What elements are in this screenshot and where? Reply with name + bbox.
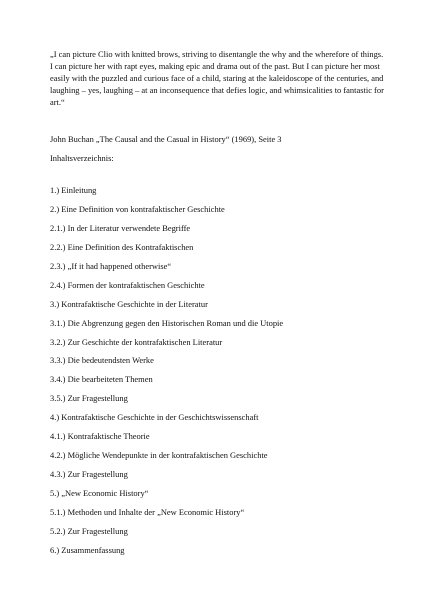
toc-entry: 4.) Kontrafaktische Geschichte in der Geschichtswissenschaft — [50, 412, 259, 423]
toc-entry: 4.2.) Mögliche Wendepunkte in der kontrafaktischen Geschichte — [50, 450, 268, 461]
toc-entry: 2.3.) „If it had happened otherwise“ — [50, 260, 172, 271]
toc-entry: 5.1.) Methoden und Inhalte der „New Economic History“ — [50, 506, 245, 517]
quote-attribution: John Buchan „The Causal and the Casual in History“ (1969), Seite 3 — [50, 134, 282, 144]
toc-entry: 2.1.) In der Literatur verwendete Begriffe — [50, 222, 191, 233]
toc-entry: 2.2.) Eine Definition des Kontrafaktischen — [50, 241, 194, 252]
toc-entry: 2.) Eine Definition von kontrafaktischer Geschichte — [50, 203, 225, 214]
toc-entry: 3.) Kontrafaktische Geschichte in der Literatur — [50, 298, 208, 309]
toc-entry: 1.) Einleitung — [50, 185, 97, 195]
toc-entry: 3.4.) Die bearbeiteten Themen — [50, 374, 153, 385]
toc-entry: 3.3.) Die bedeutendsten Werke — [50, 355, 154, 366]
toc-entry: 6.) Zusammenfassung — [50, 544, 125, 555]
epigraph-quote: „I can picture Clio with knitted brows, striving to disentangle the why and the wherefore of things. I can picture her with rapt eyes, making epic and drama out of the past. But I can picture her most easily with the puzzled and curious face of a child, staring at the kaleidoscope of the centuries, and laughing – yes, laughing – at an inconsequence that defies logic, and whimsicalities to fantastic for art.“ — [50, 49, 384, 108]
toc-heading: Inhaltsverzeichnis: — [50, 153, 114, 163]
toc-entry: 3.1.) Die Abgrenzung gegen den Historischen Roman und die Utopie — [50, 317, 284, 328]
toc-entry: 5.2.) Zur Fragestellung — [50, 525, 128, 536]
toc-entry: 3.5.) Zur Fragestellung — [50, 393, 128, 404]
toc-entry: 2.4.) Formen der kontrafaktischen Geschichte — [50, 279, 205, 290]
toc-entry: 3.2.) Zur Geschichte der kontrafaktischen Literatur — [50, 336, 223, 347]
toc-entry: 4.3.) Zur Fragestellung — [50, 469, 128, 480]
toc-entry: 4.1.) Kontrafaktische Theorie — [50, 431, 150, 442]
toc-entry: 5.) „New Economic History“ — [50, 488, 149, 498]
table-of-contents — [50, 184, 283, 563]
